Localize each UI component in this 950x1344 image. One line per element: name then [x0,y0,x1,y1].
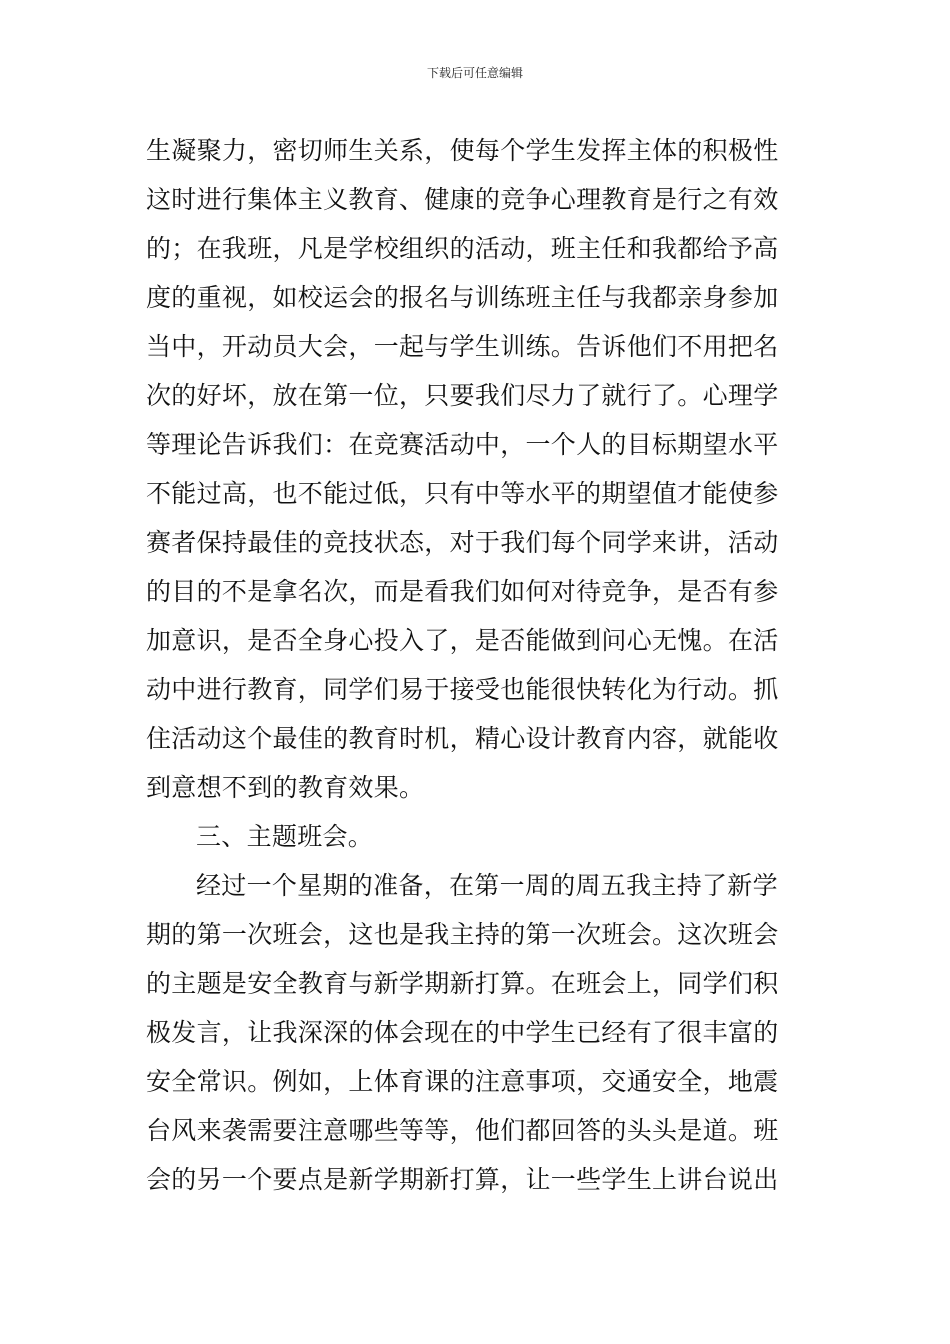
paragraph-line: 次的好坏，放在第一位，只要我们尽力了就行了。心理学 [146,381,779,410]
paragraph-line: 动中进行教育，同学们易于接受也能很快转化为行动。抓 [146,675,779,704]
paragraph-line: 的目的不是拿名次，而是看我们如何对待竞争，是否有参 [146,577,779,606]
paragraph-line: 度的重视，如校运会的报名与训练班主任与我都亲身参加 [146,283,779,312]
paragraph-line: 极发言，让我深深的体会现在的中学生已经有了很丰富的 [146,1018,779,1047]
paragraph-line: 生凝聚力，密切师生关系，使每个学生发挥主体的积极性 [146,136,779,165]
paragraph-line: 的；在我班，凡是学校组织的活动，班主任和我都给予高 [146,234,779,263]
paragraph-line: 加意识，是否全身心投入了，是否能做到问心无愧。在活 [146,626,779,655]
paragraph-line: 安全常识。例如，上体育课的注意事项，交通安全，地震 [146,1067,779,1096]
paragraph-line: 经过一个星期的准备，在第一周的周五我主持了新学 [196,871,778,900]
paragraph-line: 不能过高，也不能过低，只有中等水平的期望值才能使参 [146,479,779,508]
paragraph-line: 这时进行集体主义教育、健康的竞争心理教育是行之有效 [146,185,779,214]
document-body [146,126,810,1204]
paragraph-line: 的主题是安全教育与新学期新打算。在班会上，同学们积 [146,969,779,998]
paragraph-line: 赛者保持最佳的竞技状态，对于我们每个同学来讲，活动 [146,528,779,557]
paragraph-line: 台风来袭需要注意哪些等等，他们都回答的头头是道。班 [146,1116,779,1145]
paragraph-line: 等理论告诉我们：在竞赛活动中，一个人的目标期望水平 [146,430,779,459]
paragraph-line: 会的另一个要点是新学期新打算，让一些学生上讲台说出 [146,1165,779,1194]
paragraph-line: 到意想不到的教育效果。 [146,773,425,802]
paragraph-line: 期的第一次班会，这也是我主持的第一次班会。这次班会 [146,920,779,949]
section-heading: 三、主题班会。 [196,822,374,851]
paragraph-line: 当中，开动员大会，一起与学生训练。告诉他们不用把名 [146,332,779,361]
paragraph-line: 住活动这个最佳的教育时机，精心设计教育内容，就能收 [146,724,779,753]
page-header: 下载后可任意编辑 [426,66,523,80]
